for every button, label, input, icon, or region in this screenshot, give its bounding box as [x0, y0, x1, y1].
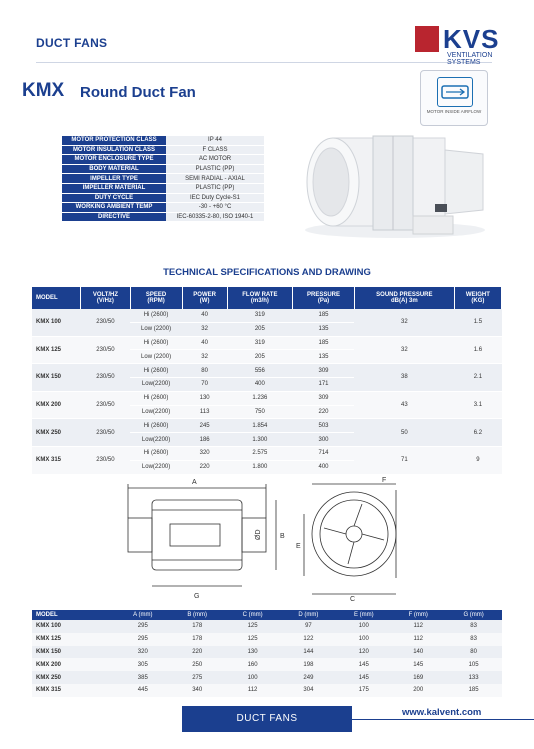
spec-value: SEMI RADIAL - AXIAL [166, 174, 264, 184]
column-header: C (mm) [225, 610, 281, 620]
value-cell: 169 [391, 671, 445, 684]
column-header: SPEED (RPM) [130, 287, 182, 309]
weight-cell: 2.1 [454, 364, 501, 392]
specs-table [62, 136, 264, 222]
sound-cell: 32 [354, 309, 454, 336]
sound-cell: 38 [354, 364, 454, 392]
value-cell: Hi (2600) [130, 419, 182, 433]
sound-cell: 71 [354, 446, 454, 474]
spec-row [62, 145, 264, 155]
value-cell: 171 [293, 377, 355, 391]
value-cell: 220 [293, 405, 355, 419]
value-cell: 135 [293, 322, 355, 336]
model-cell: KMX 250 [32, 419, 81, 447]
model-cell: KMX 125 [32, 336, 81, 364]
product-name: Round Duct Fan [80, 84, 196, 101]
label-d: ØD [255, 529, 262, 540]
spec-value: IP 44 [166, 136, 264, 145]
value-cell: 97 [281, 620, 337, 633]
weight-cell: 9 [454, 446, 501, 474]
model-cell: KMX 125 [32, 633, 116, 646]
table-row [32, 671, 502, 684]
value-cell: 503 [293, 419, 355, 433]
value-cell: 250 [170, 658, 225, 671]
weight-cell: 1.6 [454, 336, 501, 364]
value-cell: 295 [116, 620, 170, 633]
value-cell: 714 [293, 446, 355, 460]
value-cell: 130 [225, 646, 281, 659]
value-cell: 100 [336, 633, 391, 646]
value-cell: Low(2200) [130, 377, 182, 391]
column-header: PRESSURE (Pa) [293, 287, 355, 309]
volt-cell: 230/50 [81, 419, 130, 447]
weight-cell: 1.5 [454, 309, 501, 336]
column-header: E (mm) [336, 610, 391, 620]
column-header: FLOW RATE (m3/h) [227, 287, 292, 309]
table-row [32, 633, 502, 646]
table-row [32, 309, 502, 322]
value-cell: 40 [182, 309, 227, 322]
weight-cell: 3.1 [454, 391, 501, 419]
logo-text: KVS [443, 24, 500, 54]
value-cell: 112 [225, 684, 281, 697]
value-cell: 309 [293, 364, 355, 378]
value-cell: Hi (2600) [130, 446, 182, 460]
value-cell: Low (2200) [130, 322, 182, 336]
value-cell: 220 [182, 460, 227, 474]
website-link[interactable]: www.kalvent.com [402, 707, 482, 718]
value-cell: 140 [391, 646, 445, 659]
table-row [32, 620, 502, 633]
spec-key: MOTOR PROTECTION CLASS [62, 136, 166, 145]
column-header: F (mm) [391, 610, 445, 620]
table-row [32, 646, 502, 659]
airflow-icon [437, 77, 473, 107]
column-header: D (mm) [281, 610, 337, 620]
value-cell: 113 [182, 405, 227, 419]
table-row [32, 364, 502, 378]
value-cell: 105 [445, 658, 502, 671]
label-e: E [296, 543, 301, 550]
logo-mark-icon [415, 26, 439, 52]
value-cell: 178 [170, 633, 225, 646]
value-cell: 175 [336, 684, 391, 697]
value-cell: 125 [225, 620, 281, 633]
value-cell: 1.236 [227, 391, 292, 405]
sound-cell: 32 [354, 336, 454, 364]
footer-divider [352, 719, 534, 720]
volt-cell: 230/50 [81, 336, 130, 364]
column-header: G (mm) [445, 610, 502, 620]
value-cell: 200 [391, 684, 445, 697]
model-cell: KMX 250 [32, 671, 116, 684]
dimensions-table [32, 610, 502, 697]
spec-key: DUTY CYCLE [62, 193, 166, 203]
value-cell: 178 [170, 620, 225, 633]
value-cell: 32 [182, 350, 227, 364]
spec-key: IMPELLER TYPE [62, 174, 166, 184]
value-cell: 185 [293, 336, 355, 350]
value-cell: 145 [336, 658, 391, 671]
spec-row [62, 164, 264, 174]
spec-value: F CLASS [166, 145, 264, 155]
spec-row [62, 155, 264, 165]
product-code: KMX [22, 80, 65, 101]
value-cell: 249 [281, 671, 337, 684]
weight-cell: 6.2 [454, 419, 501, 447]
column-header: WEIGHT (KG) [454, 287, 501, 309]
spec-value: PLASTIC (PP) [166, 164, 264, 174]
value-cell: 320 [182, 446, 227, 460]
spec-row [62, 193, 264, 203]
value-cell: Hi (2600) [130, 336, 182, 350]
value-cell: 400 [293, 460, 355, 474]
technical-specifications-table [32, 287, 502, 475]
value-cell: 112 [391, 620, 445, 633]
value-cell: 445 [116, 684, 170, 697]
value-cell: 220 [170, 646, 225, 659]
table-row [32, 391, 502, 405]
value-cell: 304 [281, 684, 337, 697]
column-header: A (mm) [116, 610, 170, 620]
column-header: SOUND PRESSURE dB(A) 3m [354, 287, 454, 309]
volt-cell: 230/50 [81, 446, 130, 474]
value-cell: 100 [336, 620, 391, 633]
spec-row [62, 183, 264, 193]
value-cell: 400 [227, 377, 292, 391]
value-cell: 32 [182, 322, 227, 336]
value-cell: 133 [445, 671, 502, 684]
spec-row [62, 136, 264, 145]
fan-image [295, 118, 495, 248]
spec-key: IMPELLER MATERIAL [62, 183, 166, 193]
spec-key: DIRECTIVE [62, 212, 166, 222]
value-cell: Hi (2600) [130, 364, 182, 378]
table-row [32, 684, 502, 697]
value-cell: 145 [391, 658, 445, 671]
spec-key: WORKING AMBIENT TEMP [62, 203, 166, 213]
value-cell: 83 [445, 633, 502, 646]
value-cell: 80 [182, 364, 227, 378]
value-cell: Hi (2600) [130, 391, 182, 405]
value-cell: 205 [227, 322, 292, 336]
model-cell: KMX 200 [32, 658, 116, 671]
value-cell: Hi (2600) [130, 309, 182, 322]
volt-cell: 230/50 [81, 391, 130, 419]
value-cell: 1.854 [227, 419, 292, 433]
model-cell: KMX 200 [32, 391, 81, 419]
value-cell: 160 [225, 658, 281, 671]
value-cell: 1.300 [227, 433, 292, 447]
model-cell: KMX 100 [32, 309, 81, 336]
label-c: C [350, 596, 356, 602]
spec-row [62, 212, 264, 222]
value-cell: Low (2200) [130, 350, 182, 364]
spec-value: -30 - +60 °C [166, 203, 264, 213]
value-cell: 340 [170, 684, 225, 697]
value-cell: 205 [227, 350, 292, 364]
value-cell: 245 [182, 419, 227, 433]
dimension-drawing [110, 474, 430, 602]
column-header: B (mm) [170, 610, 225, 620]
model-cell: KMX 150 [32, 364, 81, 392]
value-cell: 112 [391, 633, 445, 646]
value-cell: 100 [225, 671, 281, 684]
value-cell: 130 [182, 391, 227, 405]
badge-text: MOTOR INSIDE AIRFLOW [426, 109, 482, 114]
value-cell: 185 [445, 684, 502, 697]
value-cell: 309 [293, 391, 355, 405]
value-cell: 300 [293, 433, 355, 447]
value-cell: 2.575 [227, 446, 292, 460]
spec-value: PLASTIC (PP) [166, 183, 264, 193]
spec-key: MOTOR ENCLOSURE TYPE [62, 155, 166, 165]
value-cell: 750 [227, 405, 292, 419]
tech-section-title: TECHNICAL SPECIFICATIONS AND DRAWING [163, 267, 371, 278]
model-cell: KMX 315 [32, 446, 81, 474]
value-cell: Low(2200) [130, 460, 182, 474]
label-f: F [382, 477, 387, 484]
table-row [32, 446, 502, 460]
table-row [32, 658, 502, 671]
value-cell: 305 [116, 658, 170, 671]
column-header: POWER (W) [182, 287, 227, 309]
label-b: B [280, 533, 285, 540]
value-cell: Low(2200) [130, 433, 182, 447]
spec-row [62, 174, 264, 184]
column-header: MODEL [32, 287, 81, 309]
value-cell: 185 [293, 309, 355, 322]
section-header: DUCT FANS [36, 36, 108, 50]
volt-cell: 230/50 [81, 364, 130, 392]
spec-key: MOTOR INSULATION CLASS [62, 145, 166, 155]
kvs-logo [413, 26, 525, 64]
value-cell: 186 [182, 433, 227, 447]
table-row [32, 336, 502, 350]
value-cell: 40 [182, 336, 227, 350]
column-header: MODEL [32, 610, 116, 620]
model-cell: KMX 315 [32, 684, 116, 697]
table-row [32, 419, 502, 433]
value-cell: 122 [281, 633, 337, 646]
value-cell: 556 [227, 364, 292, 378]
label-g: G [194, 593, 200, 600]
label-a: A [192, 479, 197, 486]
spec-value: IEC Duty Cycle-S1 [166, 193, 264, 203]
value-cell: 385 [116, 671, 170, 684]
sound-cell: 50 [354, 419, 454, 447]
volt-cell: 230/50 [81, 309, 130, 336]
spec-value: AC MOTOR [166, 155, 264, 165]
column-header: VOLT/HZ (V/Hz) [81, 287, 130, 309]
value-cell: 80 [445, 646, 502, 659]
model-cell: KMX 150 [32, 646, 116, 659]
value-cell: 120 [336, 646, 391, 659]
value-cell: 70 [182, 377, 227, 391]
value-cell: 320 [116, 646, 170, 659]
value-cell: Low(2200) [130, 405, 182, 419]
value-cell: 319 [227, 309, 292, 322]
value-cell: 198 [281, 658, 337, 671]
logo-subtitle: VENTILATION SYSTEMS [447, 52, 493, 66]
spec-key: BODY MATERIAL [62, 164, 166, 174]
value-cell: 319 [227, 336, 292, 350]
footer-section-label: DUCT FANS [182, 706, 352, 732]
value-cell: 275 [170, 671, 225, 684]
spec-value: IEC-60335-2-80, ISO 1940-1 [166, 212, 264, 222]
sound-cell: 43 [354, 391, 454, 419]
value-cell: 1.800 [227, 460, 292, 474]
value-cell: 144 [281, 646, 337, 659]
value-cell: 145 [336, 671, 391, 684]
model-cell: KMX 100 [32, 620, 116, 633]
value-cell: 135 [293, 350, 355, 364]
value-cell: 295 [116, 633, 170, 646]
spec-row [62, 203, 264, 213]
value-cell: 125 [225, 633, 281, 646]
value-cell: 83 [445, 620, 502, 633]
